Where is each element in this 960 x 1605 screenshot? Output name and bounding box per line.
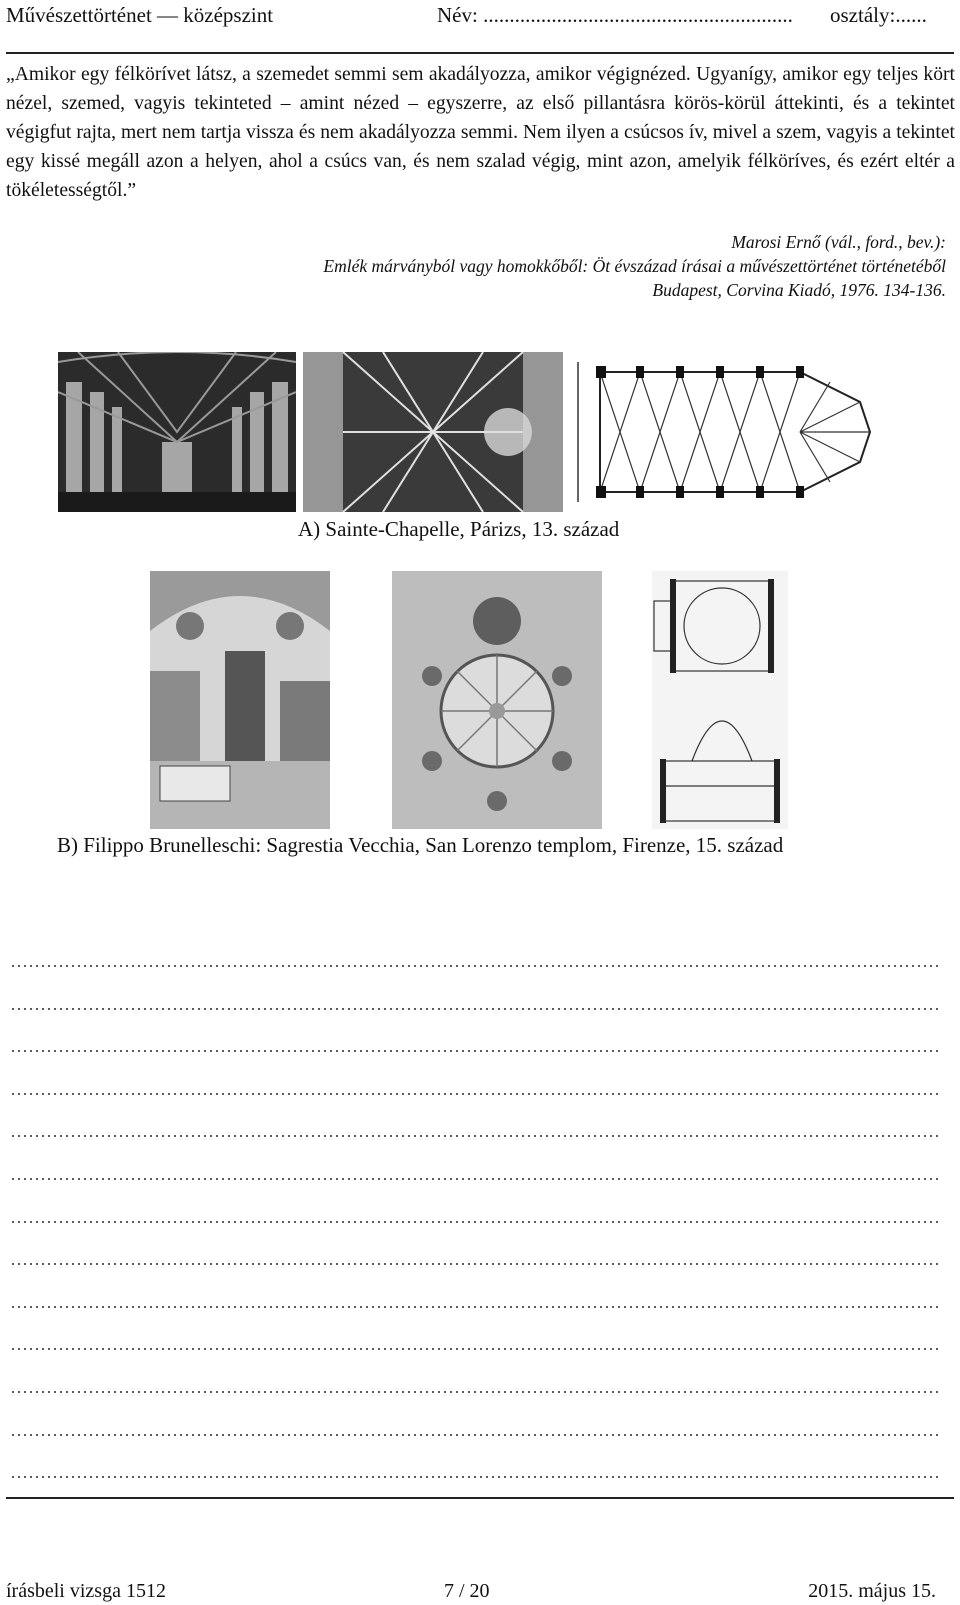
- answer-line[interactable]: [10, 1263, 938, 1265]
- footer-page-number: 7 / 20: [444, 1580, 490, 1602]
- sagrestia-dome-image: [392, 571, 602, 829]
- header-rule: [6, 52, 954, 54]
- footer-rule: [6, 1497, 954, 1499]
- footer-exam: írásbeli vizsga 1512: [6, 1580, 166, 1602]
- name-field-label: Név: ...........................................................: [437, 3, 793, 27]
- answer-line[interactable]: [10, 1093, 938, 1095]
- answer-line[interactable]: [10, 1008, 938, 1010]
- answer-line[interactable]: [10, 965, 938, 967]
- sainte-chapelle-vault-image: [303, 352, 563, 512]
- class-field-label: osztály:......: [830, 3, 927, 27]
- sagrestia-interior-image: [150, 571, 330, 829]
- answer-line[interactable]: [10, 1348, 938, 1350]
- sainte-chapelle-floor-plan-image: [570, 352, 880, 512]
- subject-title: Művészettörténet — középszint: [6, 3, 274, 27]
- source-author: Marosi Ernő (vál., ford., bev.):: [731, 232, 946, 252]
- answer-line[interactable]: [10, 1476, 938, 1478]
- source-title: Emlék márványból vagy homokkőből: Öt évszázad írásai a művészettörténet történetéből: [323, 256, 946, 276]
- sagrestia-plan-and-section-image: [652, 571, 788, 829]
- figure-a-caption: A) Sainte-Chapelle, Párizs, 13. század: [298, 517, 620, 541]
- answer-line[interactable]: [10, 1306, 938, 1308]
- answer-line[interactable]: [10, 1050, 938, 1052]
- sainte-chapelle-interior-image: [58, 352, 296, 512]
- answer-line[interactable]: [10, 1178, 938, 1180]
- footer-date: 2015. május 15.: [808, 1580, 936, 1602]
- source-publisher: Budapest, Corvina Kiadó, 1976. 134-136.: [652, 280, 946, 300]
- answer-line[interactable]: [10, 1135, 938, 1137]
- quote-text: „Amikor egy félkörívet látsz, a szemedet semmi sem akadályozza, amikor végignézed. Ugyanígy, amikor egy teljes kört nézel, szemed, vagyis tekinteted – amint nézed – egyszerre, az első pillantásra körös-körül áttekinti, és a tekintet végigfut rajta, mert nem tartja vissza és nem akadályozza semmi. Nem ilyen a csúcsos ív, mivel a szem, vagyis a tekintet egy kissé megáll azon a helyen, ahol a csúcs van, és nem szalad végig, mint azon, amelyik félköríves, és ezért eltér a tökéletességtől.”: [6, 64, 955, 201]
- answer-line[interactable]: [10, 1221, 938, 1223]
- answer-line[interactable]: [10, 1391, 938, 1393]
- figure-b-caption: B) Filippo Brunelleschi: Sagrestia Vecchia, San Lorenzo templom, Firenze, 15. század: [57, 833, 784, 857]
- answer-line[interactable]: [10, 1434, 938, 1436]
